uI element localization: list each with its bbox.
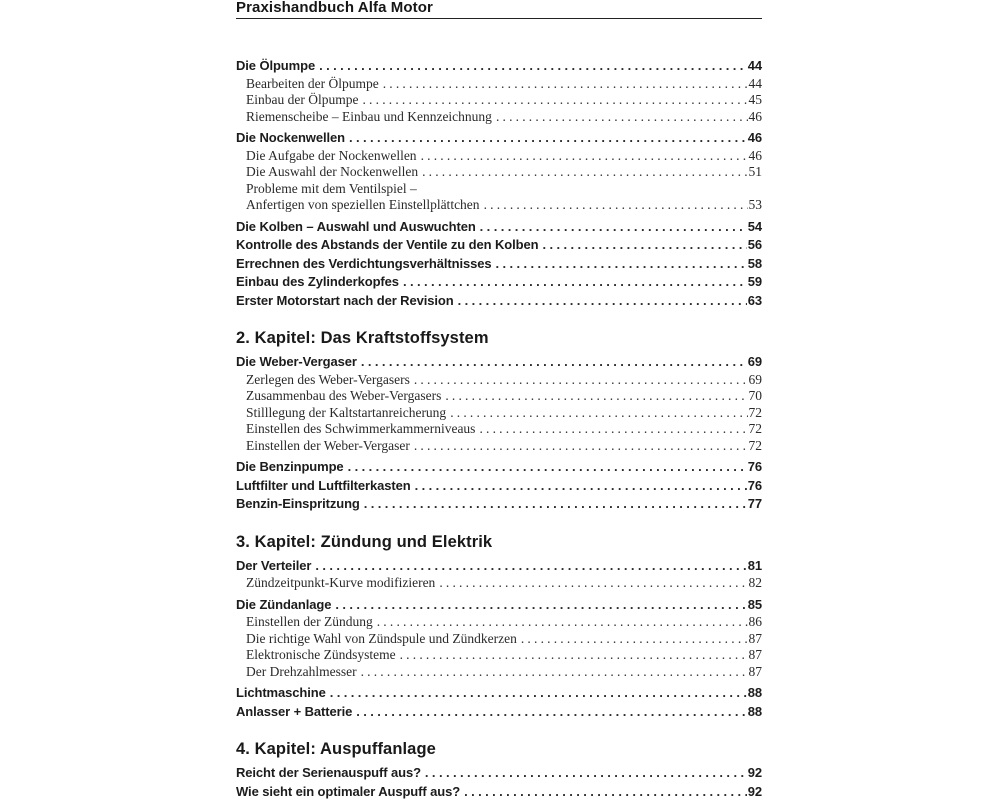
dot-leader: [349, 129, 747, 148]
page-number: 59: [747, 274, 762, 289]
page-content: [236, 0, 762, 800]
dot-leader: [315, 557, 746, 576]
page-number: 70: [748, 388, 762, 403]
toc-entry-label: Errechnen des Verdichtungsverhältnisses: [236, 255, 492, 271]
page-number: 46: [747, 130, 762, 145]
toc-entry: [236, 372, 762, 389]
dot-leader: [480, 218, 747, 237]
toc-entry: [236, 273, 762, 292]
dot-leader: [445, 388, 747, 405]
dot-leader: [400, 647, 748, 664]
dot-leader: [335, 596, 746, 615]
toc: [236, 57, 762, 800]
dot-leader: [425, 764, 747, 783]
toc-entry-label: Erster Motorstart nach der Revision: [236, 292, 454, 308]
toc-entry: [236, 684, 762, 703]
page-number: 69: [747, 354, 762, 369]
toc-entry: [236, 557, 762, 576]
dot-leader: [521, 631, 748, 648]
toc-entry: [236, 631, 762, 648]
page-number: 76: [747, 459, 762, 474]
toc-entry: [236, 109, 762, 126]
toc-entry: [236, 421, 762, 438]
page-number: 45: [748, 92, 762, 107]
toc-entry: [236, 236, 762, 255]
page-number: 44: [747, 58, 762, 73]
dot-leader: [479, 421, 747, 438]
dot-leader: [362, 92, 747, 109]
toc-entry-label: Zerlegen des Weber-Vergasers: [246, 371, 410, 387]
page-number: 54: [747, 218, 762, 234]
toc-entry-label: Bearbeiten der Ölpumpe: [246, 75, 379, 91]
toc-entry: [236, 764, 762, 783]
toc-entries: [236, 764, 762, 800]
dot-leader: [356, 703, 746, 722]
toc-entry-label: Die Kolben – Auswahl und Auswuchten: [236, 218, 476, 234]
toc-entry: [236, 614, 762, 631]
toc-entry: [236, 495, 762, 514]
toc-entry: [236, 57, 762, 76]
dot-leader: [383, 76, 748, 93]
dot-leader: [422, 164, 747, 181]
page-number: 86: [748, 614, 762, 629]
page-number: 72: [748, 404, 762, 420]
page-number: 69: [748, 371, 762, 387]
dot-leader: [484, 197, 748, 214]
dot-leader: [439, 575, 747, 592]
page-number: 58: [747, 255, 762, 271]
toc-entry-label: Die Benzinpumpe: [236, 459, 344, 474]
dot-leader: [361, 664, 748, 681]
toc-entry: [236, 92, 762, 109]
dot-leader: [496, 109, 748, 126]
dot-leader: [421, 148, 748, 165]
dot-leader: [414, 372, 748, 389]
toc-entries: [236, 57, 762, 310]
dot-leader: [377, 614, 748, 631]
dot-leader: [403, 273, 747, 292]
toc-entry-label: Luftfilter und Luftfilterkasten: [236, 477, 411, 493]
toc-entry: [236, 405, 762, 422]
page-number: 87: [748, 647, 762, 662]
dot-leader: [361, 353, 747, 372]
dot-leader: [364, 495, 747, 514]
dot-leader: [464, 783, 747, 800]
page-number: 53: [748, 197, 762, 212]
dot-leader: [348, 458, 747, 477]
toc-entry-label: Die Weber-Vergaser: [236, 354, 357, 369]
toc-entry: [236, 388, 762, 405]
toc-entry-label: Die Aufgabe der Nockenwellen: [246, 147, 417, 163]
toc-entry: [236, 438, 762, 455]
toc-entry: [236, 458, 762, 477]
dot-leader: [414, 438, 748, 455]
page-number: 46: [748, 147, 762, 163]
toc-entry-label: Der Drehzahlmesser: [246, 663, 357, 679]
toc-entry-label: Einstellen der Weber-Vergaser: [246, 437, 410, 453]
page-number: 63: [747, 292, 762, 308]
page-number: 77: [747, 496, 762, 511]
toc-entries: [236, 353, 762, 514]
chapter-heading: 3. Kapitel: Zündung und Elektrik: [236, 532, 493, 551]
toc-entry: [236, 197, 762, 214]
toc-entry-label: Lichtmaschine: [236, 685, 326, 700]
toc-entry-label: Anfertigen von speziellen Einstellplättchen: [246, 197, 480, 212]
toc-entry: [236, 164, 762, 181]
toc-entry: [236, 596, 762, 615]
toc-entry: [236, 353, 762, 372]
page-number: 56: [747, 237, 762, 252]
toc-entries: [236, 557, 762, 722]
toc-entry-label: Die Auswahl der Nockenwellen: [246, 164, 419, 179]
toc-entry: [236, 783, 762, 800]
toc-section: [236, 532, 762, 722]
dot-leader: [415, 477, 747, 496]
toc-section: [236, 739, 762, 800]
toc-entry: [236, 647, 762, 664]
toc-entry-label: Einbau der Ölpumpe: [246, 92, 359, 107]
toc-entry: [236, 575, 762, 592]
chapter-heading: 2. Kapitel: Das Kraftstoffsystem: [236, 329, 489, 347]
toc-entry-label: Stilllegung der Kaltstartanreicherung: [246, 404, 447, 420]
dot-leader: [319, 57, 747, 76]
toc-entry-label: Elektronische Zündsysteme: [246, 647, 396, 662]
toc-entry: [236, 477, 762, 496]
page-number: 81: [747, 557, 762, 573]
page-number: 46: [748, 108, 762, 124]
toc-entry-label: Zündzeitpunkt-Kurve modifizieren: [246, 575, 436, 590]
page-number: 87: [748, 663, 762, 679]
toc-entry-label: Einstellen des Schwimmerkammerniveaus: [246, 421, 476, 436]
toc-entry-label: Die Zündanlage: [236, 596, 332, 612]
dot-leader: [330, 684, 747, 703]
toc-entry: [236, 181, 762, 198]
toc-entry-label: Kontrolle des Abstands der Ventile zu den Kolben: [236, 237, 539, 252]
toc-entry-label: Anlasser + Batterie: [236, 703, 353, 719]
dot-leader: [450, 405, 747, 422]
dot-leader: [458, 292, 747, 311]
chapter-heading: 4. Kapitel: Auspuffanlage: [236, 740, 436, 758]
toc-entry: [236, 292, 762, 311]
toc-entry-label: Die Ölpumpe: [236, 58, 316, 73]
toc-entry: [236, 664, 762, 681]
toc-entry-label: Der Verteiler: [236, 557, 312, 573]
toc-entry: [236, 129, 762, 148]
toc-entry-label: Probleme mit dem Ventilspiel –: [246, 180, 417, 196]
toc-entry: [236, 76, 762, 93]
toc-section: [236, 328, 762, 514]
toc-entry-label: Wie sieht ein optimaler Auspuff aus?: [236, 783, 461, 799]
page-number: 72: [748, 437, 762, 453]
toc-entry: [236, 703, 762, 722]
page-number: 72: [748, 421, 762, 436]
toc-entry-label: Zusammenbau des Weber-Vergasers: [246, 388, 442, 403]
page-number: 92: [747, 783, 762, 799]
toc-entry: [236, 255, 762, 274]
toc-entry-label: Reicht der Serienauspuff aus?: [236, 765, 421, 780]
page-number: 88: [747, 685, 762, 700]
toc-entry-label: Die richtige Wahl von Zündspule und Zündkerzen: [246, 630, 517, 646]
toc-entry-label: Riemenscheibe – Einbau und Kennzeichnung: [246, 108, 492, 124]
toc-entry: [236, 218, 762, 237]
page-number: 82: [748, 575, 762, 590]
page-number: 44: [748, 75, 762, 91]
page-title: Praxishandbuch Alfa Motor: [236, 0, 433, 16]
toc-entry-label: Einbau des Zylinderkopfes: [236, 274, 399, 289]
toc-entry-label: Einstellen der Zündung: [246, 614, 373, 629]
page-number: 92: [747, 765, 762, 780]
page-number: 85: [747, 596, 762, 612]
toc-section: [236, 57, 762, 310]
page-number: 87: [748, 630, 762, 646]
dot-leader: [495, 255, 746, 274]
page-number: 76: [747, 477, 762, 493]
dot-leader: [542, 236, 746, 255]
page-number: 88: [747, 703, 762, 719]
toc-entry: [236, 148, 762, 165]
toc-entry-label: Benzin-Einspritzung: [236, 496, 360, 511]
page-number: 51: [748, 164, 762, 179]
running-header: [236, 0, 762, 19]
toc-entry-label: Die Nockenwellen: [236, 130, 345, 145]
